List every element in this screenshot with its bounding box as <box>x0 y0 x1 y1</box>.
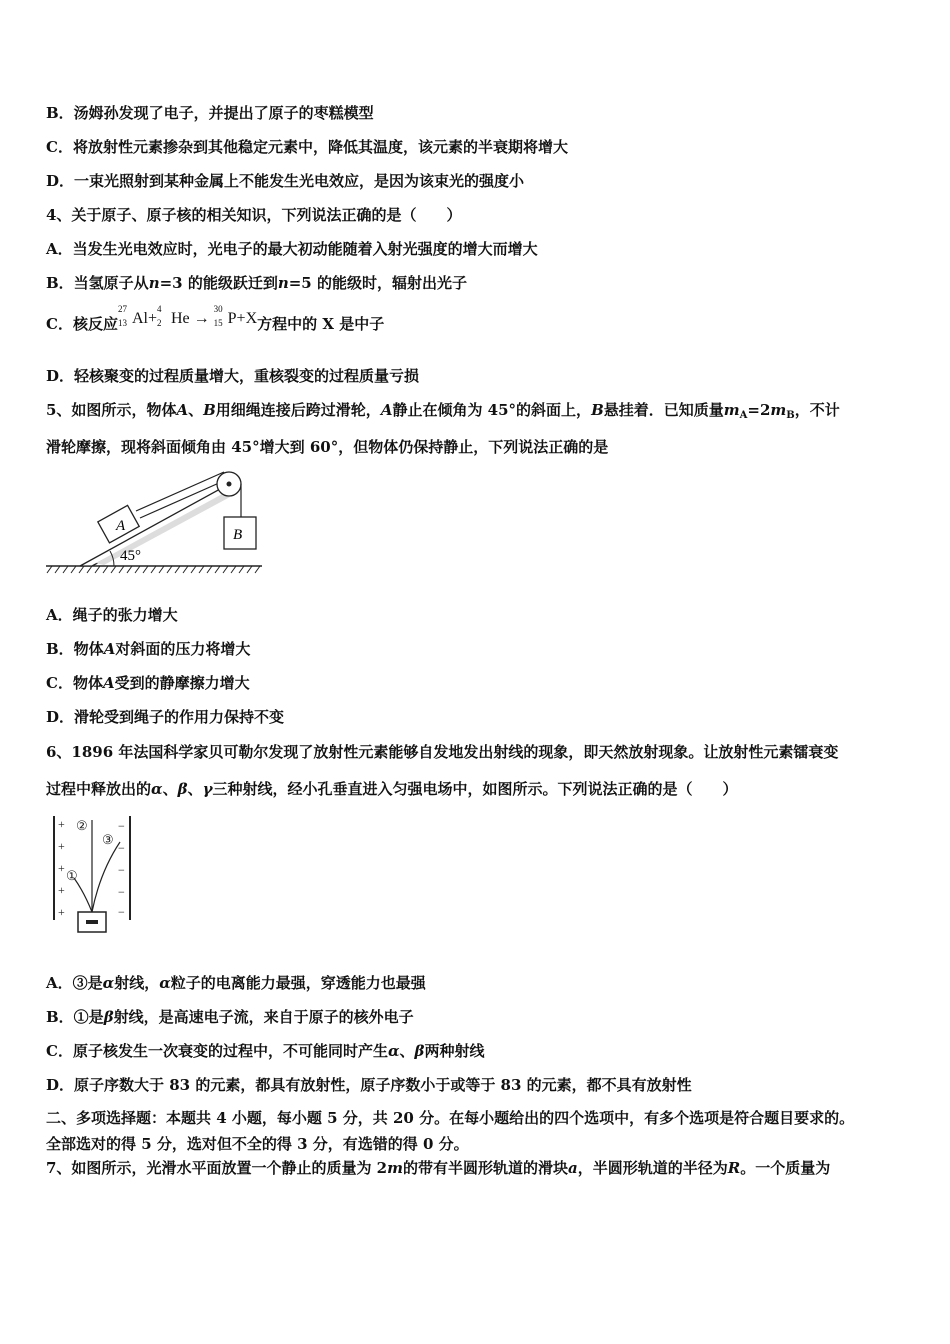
q6-option-a: A．③是α射线，α粒子的电离能力最强，穿透能力也最强 <box>46 974 426 992</box>
svg-text:+: + <box>58 883 65 897</box>
ray-2-label: ② <box>76 818 88 833</box>
svg-text:−: − <box>118 819 125 833</box>
svg-text:+: + <box>58 861 65 875</box>
q5-option-a: A．绳子的张力增大 <box>46 606 178 624</box>
question-4-stem: 4、关于原子、原子核的相关知识，下列说法正确的是（ ） <box>46 206 462 224</box>
question-6-stem-line1: 6、1896 年法国科学家贝可勒尔发现了放射性元素能够自发地发出射线的现象，即天然放射现象。让放射性元素镭衰变 <box>46 743 839 761</box>
q6-option-c: C．原子核发生一次衰变的过程中，不可能同时产生α、β两种射线 <box>46 1042 485 1060</box>
radiation-electric-field-figure <box>46 812 138 936</box>
svg-text:−: − <box>118 841 125 855</box>
option-b-thomson: B．汤姆孙发现了电子，并提出了原子的枣糕模型 <box>46 104 374 122</box>
angle-label: 45° <box>120 548 141 564</box>
q4-option-a: A．当发生光电效应时，光电子的最大初动能随着入射光强度的增大而增大 <box>46 240 538 258</box>
question-7-stem: 7、如图所示，光滑水平面放置一个静止的质量为 2m的带有半圆形轨道的滑块a，半圆形轨道的半径为R。一个质量为 <box>46 1159 831 1177</box>
q5-option-c: C．物体A受到的静摩擦力增大 <box>46 674 250 692</box>
ray-3-label: ③ <box>102 832 114 847</box>
q4-option-d: D．轻核聚变的过程质量增大，重核裂变的过程质量亏损 <box>46 367 420 385</box>
q6-option-d: D．原子序数大于 83 的元素，都具有放射性，原子序数小于或等于 83 的元素，都不具有放射性 <box>46 1076 692 1094</box>
svg-text:+: + <box>58 905 65 919</box>
option-d-photoelectric: D．一束光照射到某种金属上不能发生光电效应，是因为该束光的强度小 <box>46 172 525 190</box>
question-6-stem-line2: 过程中释放出的α、β、γ三种射线，经小孔垂直进入匀强电场中，如图所示。下列说法正确的是（ ） <box>46 780 738 798</box>
q4-option-c: C．核反应 27 13 Al+ 4 2 He → 30 15 P+X方程中的 X 是中子 <box>46 304 385 333</box>
section-2-heading-line2: 全部选对的得 5 分，选对但不全的得 3 分，有选错的得 0 分。 <box>46 1135 469 1153</box>
block-b-label: B <box>233 527 243 543</box>
q6-option-b: B．①是β射线，是高速电子流，来自于原子的核外电子 <box>46 1008 414 1026</box>
svg-text:+: + <box>58 839 65 853</box>
nuclear-equation: 27 13 Al+ 4 2 He → 30 15 P+X <box>117 304 258 329</box>
question-5-stem-line2: 滑轮摩擦，现将斜面倾角由 45°增大到 60°，但物体仍保持静止，下列说法正确的是 <box>46 438 609 456</box>
question-5-stem-line1: 5、如图所示，物体A、B用细绳连接后跨过滑轮，A静止在倾角为 45°的斜面上，B悬挂着．已知质量$m_A=2m_B$，不计 <box>46 401 840 421</box>
svg-text:−: − <box>118 905 125 919</box>
q5-option-d: D．滑轮受到绳子的作用力保持不变 <box>46 708 285 726</box>
q4-option-b: B．当氢原子从n=3 的能级跃迁到n=5 的能级时，辐射出光子 <box>46 274 467 292</box>
block-a-label: A <box>116 518 126 534</box>
q5-option-b: B．物体A对斜面的压力将增大 <box>46 640 251 658</box>
incline-pulley-figure <box>44 465 266 577</box>
svg-text:+: + <box>58 817 65 831</box>
section-2-heading-line1: 二、多项选择题：本题共 4 小题，每小题 5 分，共 20 分。在每小题给出的四个选项中，有多个选项是符合题目要求的。 <box>46 1109 855 1127</box>
ray-1-label: ① <box>66 868 78 883</box>
svg-text:−: − <box>118 885 125 899</box>
svg-text:−: − <box>118 863 125 877</box>
option-c-half-life: C．将放射性元素掺杂到其他稳定元素中，降低其温度，该元素的半衰期将增大 <box>46 138 568 156</box>
